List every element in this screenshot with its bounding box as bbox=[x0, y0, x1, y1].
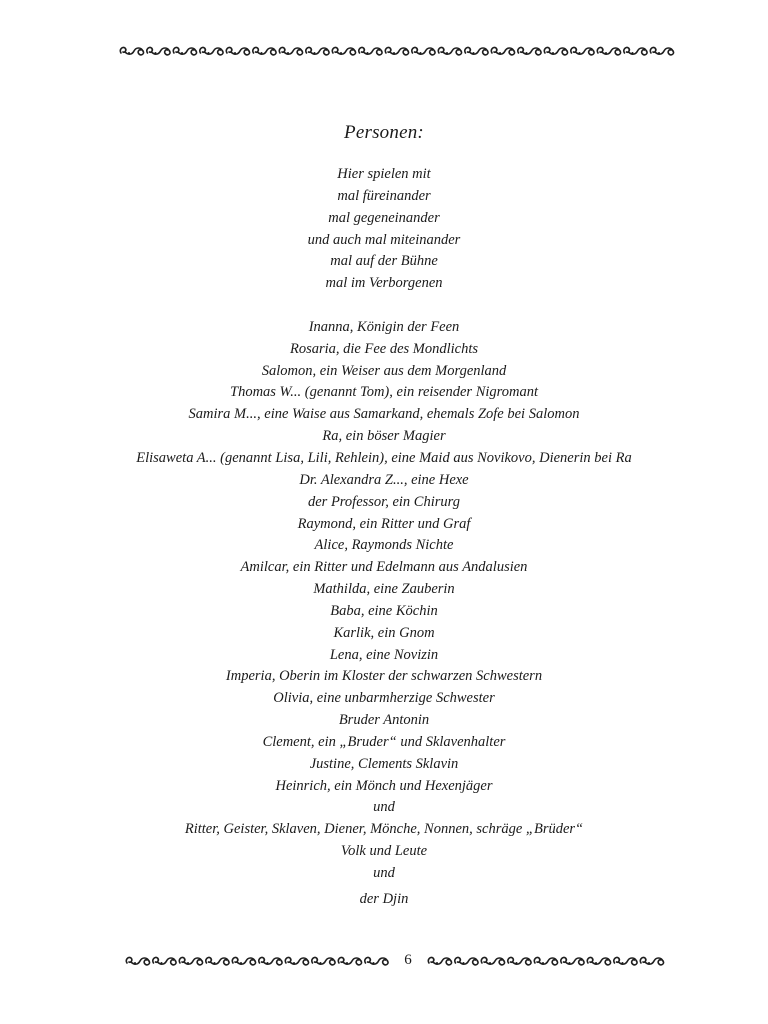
cast-entry: Karlik, ein Gnom bbox=[333, 624, 435, 641]
cast-entry: Salomon, ein Weiser aus dem Morgenland bbox=[261, 362, 507, 379]
cast-entry: Amilcar, ein Ritter und Edelmann aus Andalusien bbox=[240, 559, 528, 576]
intro-line: Hier spielen mit bbox=[337, 166, 431, 182]
scroll-ornament-icon bbox=[118, 38, 680, 62]
cast-entry: Olivia, eine unbarmherzige Schwester bbox=[273, 690, 495, 707]
scroll-ornament-icon bbox=[124, 948, 390, 972]
scroll-ornament-icon bbox=[426, 948, 674, 972]
intro-line: mal füreinander bbox=[337, 187, 431, 204]
intro-block bbox=[0, 164, 768, 295]
cast-entry: Clement, ein „Bruder“ und Sklavenhalter bbox=[262, 733, 506, 750]
closing-line: der Djin bbox=[359, 890, 409, 907]
cast-entry: Elisaweta A... (genannt Lisa, Lili, Rehlein), eine Maid aus Novikovo, Dienerin bei Ra bbox=[136, 449, 632, 466]
cast-entry: Bruder Antonin bbox=[338, 712, 430, 729]
cast-entry: Alice, Raymonds Nichte bbox=[314, 537, 454, 554]
cast-page bbox=[0, 122, 768, 911]
cast-entry: Lena, eine Novizin bbox=[329, 646, 439, 663]
intro-line: und auch mal miteinander bbox=[307, 231, 461, 248]
conjunction-line: und bbox=[373, 865, 395, 881]
intro-line: mal gegeneinander bbox=[328, 209, 440, 226]
cast-entry: Samira M..., eine Waise aus Samarkand, ehemals Zofe bei Salomon bbox=[188, 406, 580, 423]
cast-entry: Dr. Alexandra Z..., eine Hexe bbox=[299, 471, 469, 488]
page-number: 6 bbox=[404, 951, 412, 968]
cast-entry: Raymond, ein Ritter und Graf bbox=[297, 515, 471, 532]
cast-entry: der Professor, ein Chirurg bbox=[308, 493, 460, 510]
cast-entry: Mathilda, eine Zauberin bbox=[313, 581, 455, 598]
cast-entry: Ritter, Geister, Sklaven, Diener, Mönche, Nonnen, schräge „Brüder“ bbox=[184, 821, 584, 838]
conjunction-line: und bbox=[373, 799, 395, 816]
bottom-ornament-border bbox=[118, 948, 680, 972]
cast-entry: Justine, Clements Sklavin bbox=[309, 755, 459, 772]
cast-entry: Rosaria, die Fee des Mondlichts bbox=[289, 340, 479, 357]
cast-entry: Ra, ein böser Magier bbox=[322, 428, 446, 445]
page-title: Personen: bbox=[344, 122, 424, 143]
cast-entry: Inanna, Königin der Feen bbox=[308, 318, 460, 335]
cast-entry: Thomas W... (genannt Tom), ein reisender Nigromant bbox=[230, 384, 538, 401]
intro-line: mal auf der Bühne bbox=[330, 253, 438, 270]
cast-entry: Imperia, Oberin im Kloster der schwarzen Schwestern bbox=[225, 668, 543, 685]
section-spacer bbox=[0, 295, 768, 317]
top-ornament-border bbox=[118, 38, 680, 62]
cast-entry: Volk und Leute bbox=[340, 843, 428, 860]
cast-entry: Baba, eine Köchin bbox=[330, 602, 438, 619]
intro-line: mal im Verborgenen bbox=[325, 275, 443, 292]
cast-list bbox=[0, 317, 768, 911]
cast-entry: Heinrich, ein Mönch und Hexenjäger bbox=[275, 777, 493, 794]
